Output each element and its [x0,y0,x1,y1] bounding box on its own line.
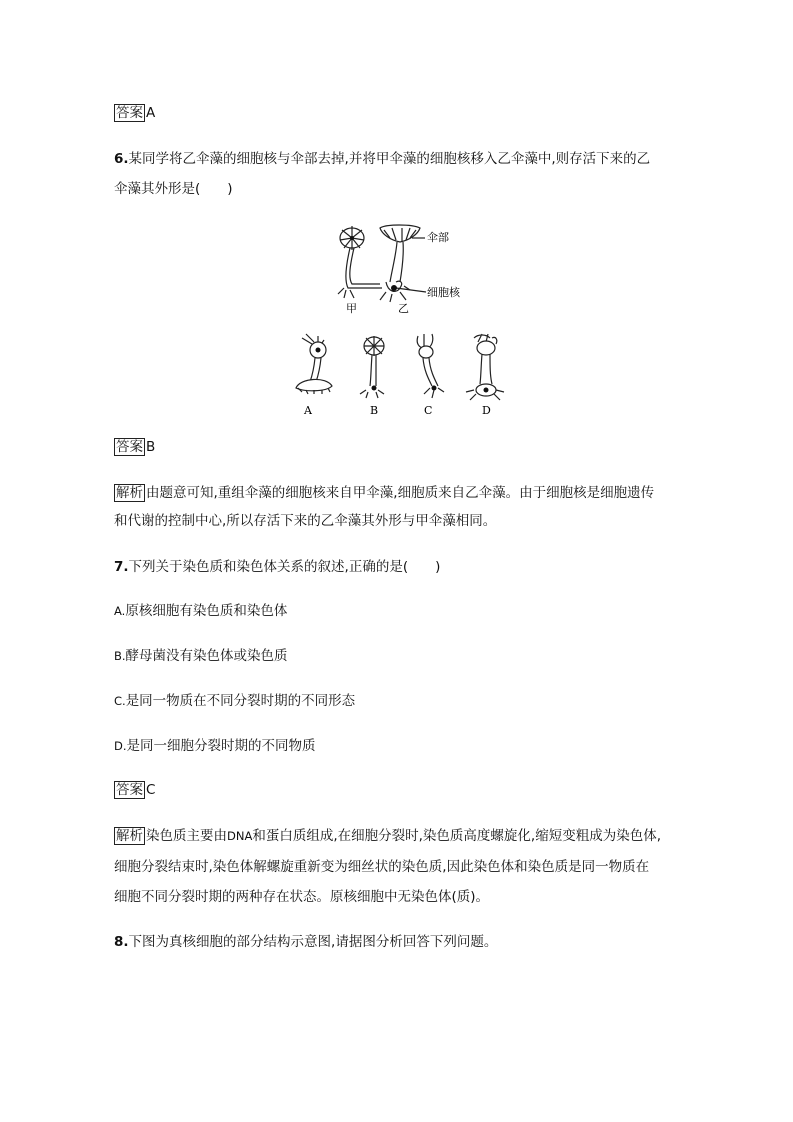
analysis-tag: 解析 [116,485,143,501]
answer-tag: 答案 [116,105,143,121]
q6-question-line2 [114,180,233,198]
question-text: 伞藻其外形是( ) [114,181,233,197]
q6-analysis-line2 [114,512,496,530]
option-letter: A. [114,604,126,618]
label-nucleus: 细胞核 [427,286,460,299]
question-text: 下图为真核细胞的部分结构示意图,请据图分析回答下列问题。 [128,934,498,950]
option-c-drawing [417,334,444,398]
algae-yi-cap [380,225,420,242]
q7-question-line [114,558,440,576]
label-yi: 乙 [398,302,409,315]
algae-yi-stalk [390,242,403,282]
question-number: 7. [114,559,129,575]
label-jia: 甲 [346,302,357,315]
q8-question-line [114,933,497,951]
q7-option-b [114,647,288,665]
q6-question-line1 [114,150,650,168]
option-letter: B. [114,649,126,663]
q7-analysis-line3 [114,888,489,906]
option-text: 酵母菌没有染色体或染色质 [125,648,288,664]
option-letter: C. [114,694,126,708]
answer-tag: 答案 [116,782,143,798]
q7-analysis-line1 [114,827,661,845]
analysis-dna: DNA [227,829,253,843]
option-label-b: B [370,404,379,417]
q5-answer-line [114,104,155,122]
analysis-text: 染色质主要由 [146,828,227,844]
analysis-text: 细胞不同分裂时期的两种存在状态。原核细胞中无染色体(质)。 [114,889,490,905]
umbrella-algae-grafting-figure [330,220,460,320]
question-number: 6. [114,151,129,167]
answer-tag: 答案 [116,439,143,455]
option-text: 原核细胞有染色质和染色体 [125,603,288,619]
option-label-d: D [482,404,491,417]
analysis-tag: 解析 [116,828,143,844]
option-label-c: C [424,404,433,417]
q7-option-c [114,692,355,710]
q6-analysis-line1 [114,484,654,502]
option-text: 是同一物质在不同分裂时期的不同形态 [125,693,356,709]
question-text: 某同学将乙伞藻的细胞核与伞部去掉,并将甲伞藻的细胞核移入乙伞藻中,则存活下来的乙 [128,151,651,167]
question-number: 8. [114,934,129,950]
analysis-text: 和代谢的控制中心,所以存活下来的乙伞藻其外形与甲伞藻相同。 [114,513,497,529]
answer-options-figure [282,330,522,420]
q7-option-a [114,602,287,620]
question-text: 下列关于染色质和染色体关系的叙述,正确的是( ) [128,559,441,575]
answer-value: B [146,439,156,455]
algae-jia-rhizoid [338,288,354,298]
option-label-a: A [304,404,312,417]
answer-value: C [146,782,156,798]
label-cap: 伞部 [427,231,449,244]
analysis-text: 和蛋白质组成,在细胞分裂时,染色质高度螺旋化,缩短变粗成为染色体, [252,828,661,844]
q7-option-d [114,737,316,755]
option-letter: D. [114,739,127,753]
analysis-text: 细胞分裂结束时,染色体解螺旋重新变为细丝状的染色质,因此染色体和染色质是同一物质在 [114,859,650,875]
analysis-text: 由题意可知,重组伞藻的细胞核来自甲伞藻,细胞质来自乙伞藻。由于细胞核是细胞遗传 [146,485,655,501]
answer-value: A [146,105,156,121]
q6-answer-line [114,438,155,456]
q7-analysis-line2 [114,858,649,876]
nucleus-dot [391,285,397,291]
option-text: 是同一细胞分裂时期的不同物质 [126,738,316,754]
q7-answer-line [114,781,155,799]
option-a-drawing [296,334,332,394]
